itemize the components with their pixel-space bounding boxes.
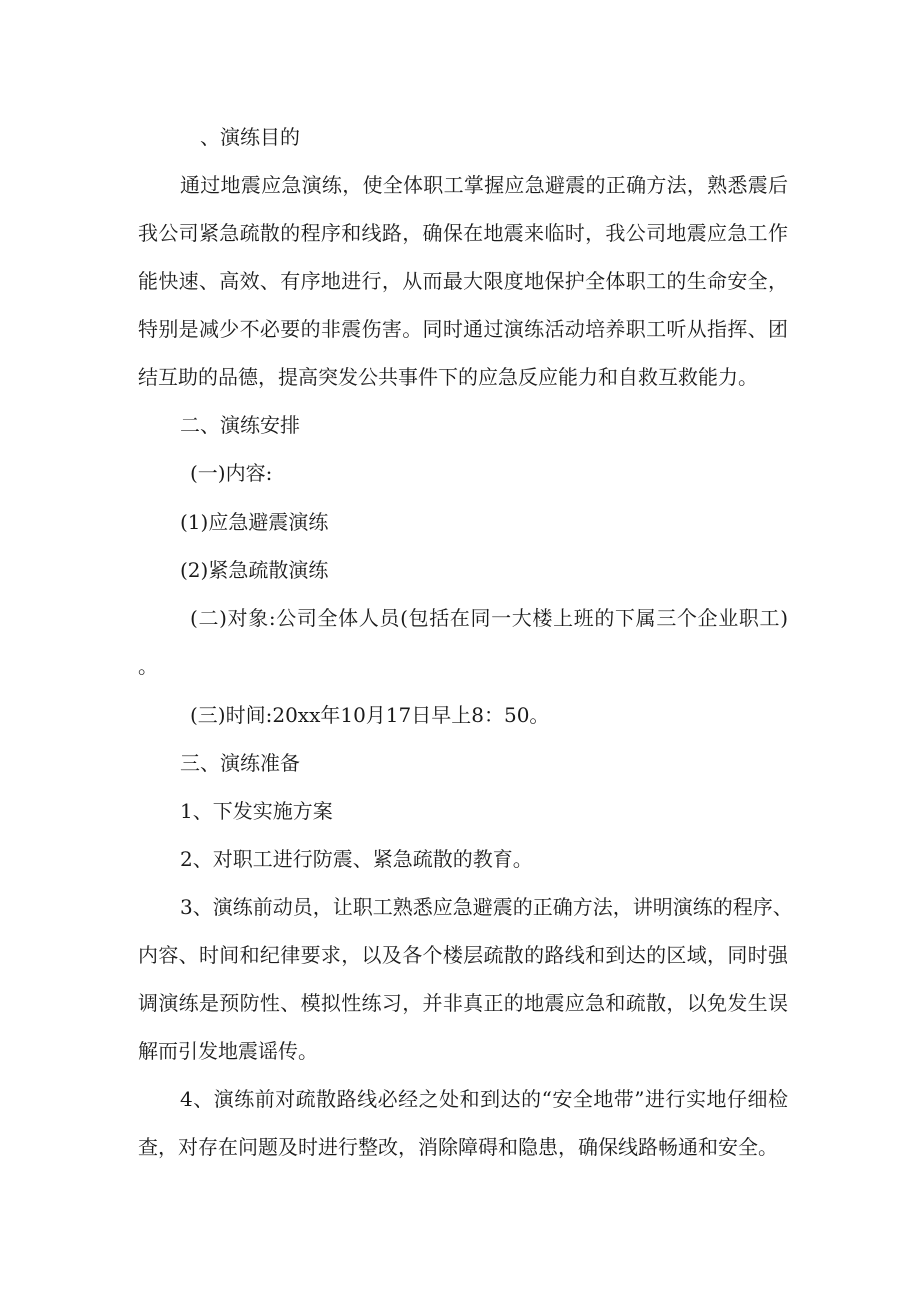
paragraph-line: 查，对存在问题及时进行整改，消除障碍和隐患，确保线路畅通和安全。 — [138, 1135, 778, 1159]
list-item: 1、下发实施方案 — [180, 799, 333, 823]
subsection-heading: (一)内容: — [190, 461, 273, 485]
paragraph-line: 特别是减少不必要的非震伤害。同时通过演练活动培养职工听从指挥、团 — [138, 317, 788, 341]
paragraph-line: 结互助的品德，提高突发公共事件下的应急反应能力和自救互救能力。 — [138, 365, 758, 389]
paragraph-line: 。 — [138, 654, 158, 678]
paragraph-line: 能快速、高效、有序地进行，从而最大限度地保护全体职工的生命安全， — [138, 269, 788, 293]
paragraph-line: 通过地震应急演练，使全体职工掌握应急避震的正确方法，熟悉震后 — [180, 173, 788, 197]
section-heading-1: 、演练目的 — [200, 125, 300, 149]
paragraph-line: 解而引发地震谣传。 — [138, 1039, 318, 1063]
paragraph-line: 内容、时间和纪律要求，以及各个楼层疏散的路线和到达的区域，同时强 — [138, 943, 788, 967]
paragraph-line: (二)对象:公司全体人员(包括在同一大楼上班的下属三个企业职工) — [190, 606, 788, 630]
paragraph-line: 3、演练前动员，让职工熟悉应急避震的正确方法，讲明演练的程序、 — [180, 895, 793, 919]
section-heading-2: 二、演练安排 — [180, 413, 300, 437]
paragraph-line: (三)时间:20xx年10月17日早上8：50。 — [190, 703, 550, 727]
paragraph-line: 我公司紧急疏散的程序和线路，确保在地震来临时，我公司地震应急工作 — [138, 221, 788, 245]
list-item: (2)紧急疏散演练 — [180, 558, 329, 582]
list-item: (1)应急避震演练 — [180, 510, 329, 534]
paragraph-line: 调演练是预防性、模拟性练习，并非真正的地震应急和疏散，以免发生误 — [138, 991, 788, 1015]
list-item: 2、对职工进行防震、紧急疏散的教育。 — [180, 847, 533, 871]
section-heading-3: 三、演练准备 — [180, 751, 300, 775]
paragraph-line: 4、演练前对疏散路线必经之处和到达的“安全地带”进行实地仔细检 — [180, 1087, 788, 1111]
